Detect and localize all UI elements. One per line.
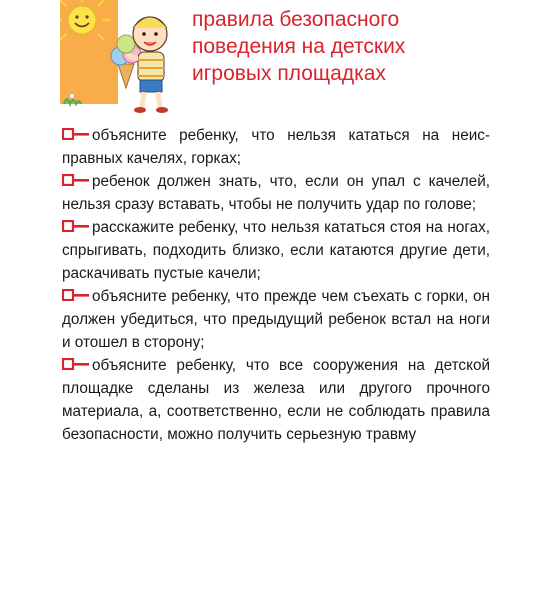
rule-text: объясните ребенку, что все сооружения на детской площадке сделаны из железа или другого прочного материала, а, соответственно, если не соблюдать правила безопасности, можно получить серьезную травму bbox=[62, 357, 490, 443]
child-with-ice-cream-icon bbox=[60, 0, 180, 118]
red-key-bullet-icon bbox=[62, 128, 90, 140]
title-line: правила безопасного bbox=[192, 8, 400, 31]
list-item bbox=[62, 354, 490, 446]
child-with-ice-cream-illustration bbox=[60, 0, 180, 118]
rule-text: расскажите ребенку, что нельзя кататься стоя на ногах, спрыгивать, подходить близко, если катаются другие дети, раскачивать пустые качели; bbox=[62, 219, 490, 282]
title-line: поведения на детских bbox=[192, 35, 406, 58]
list-item bbox=[62, 285, 490, 354]
red-key-bullet-icon bbox=[62, 289, 90, 301]
red-key-bullet-icon bbox=[62, 174, 90, 186]
red-key-bullet-icon bbox=[62, 358, 90, 370]
list-item bbox=[62, 170, 490, 216]
rule-text: объясните ребенку, что нельзя кататься на неис-правных качелях, горках; bbox=[62, 127, 490, 167]
red-key-bullet-icon bbox=[62, 220, 90, 232]
list-item bbox=[62, 216, 490, 285]
rule-text: ребенок должен знать, что, если он упал с качелей, нельзя сразу вставать, чтобы не получить удар по голове; bbox=[62, 173, 490, 213]
rule-text: объясните ребенку, что прежде чем съехать с горки, он должен убедиться, что предыдущий ребенок встал на ноги и отошел в сторону; bbox=[62, 288, 490, 351]
title-line: игровых площадках bbox=[192, 62, 386, 85]
rules-list bbox=[62, 124, 490, 446]
list-item bbox=[62, 124, 490, 170]
page-title bbox=[192, 6, 522, 87]
